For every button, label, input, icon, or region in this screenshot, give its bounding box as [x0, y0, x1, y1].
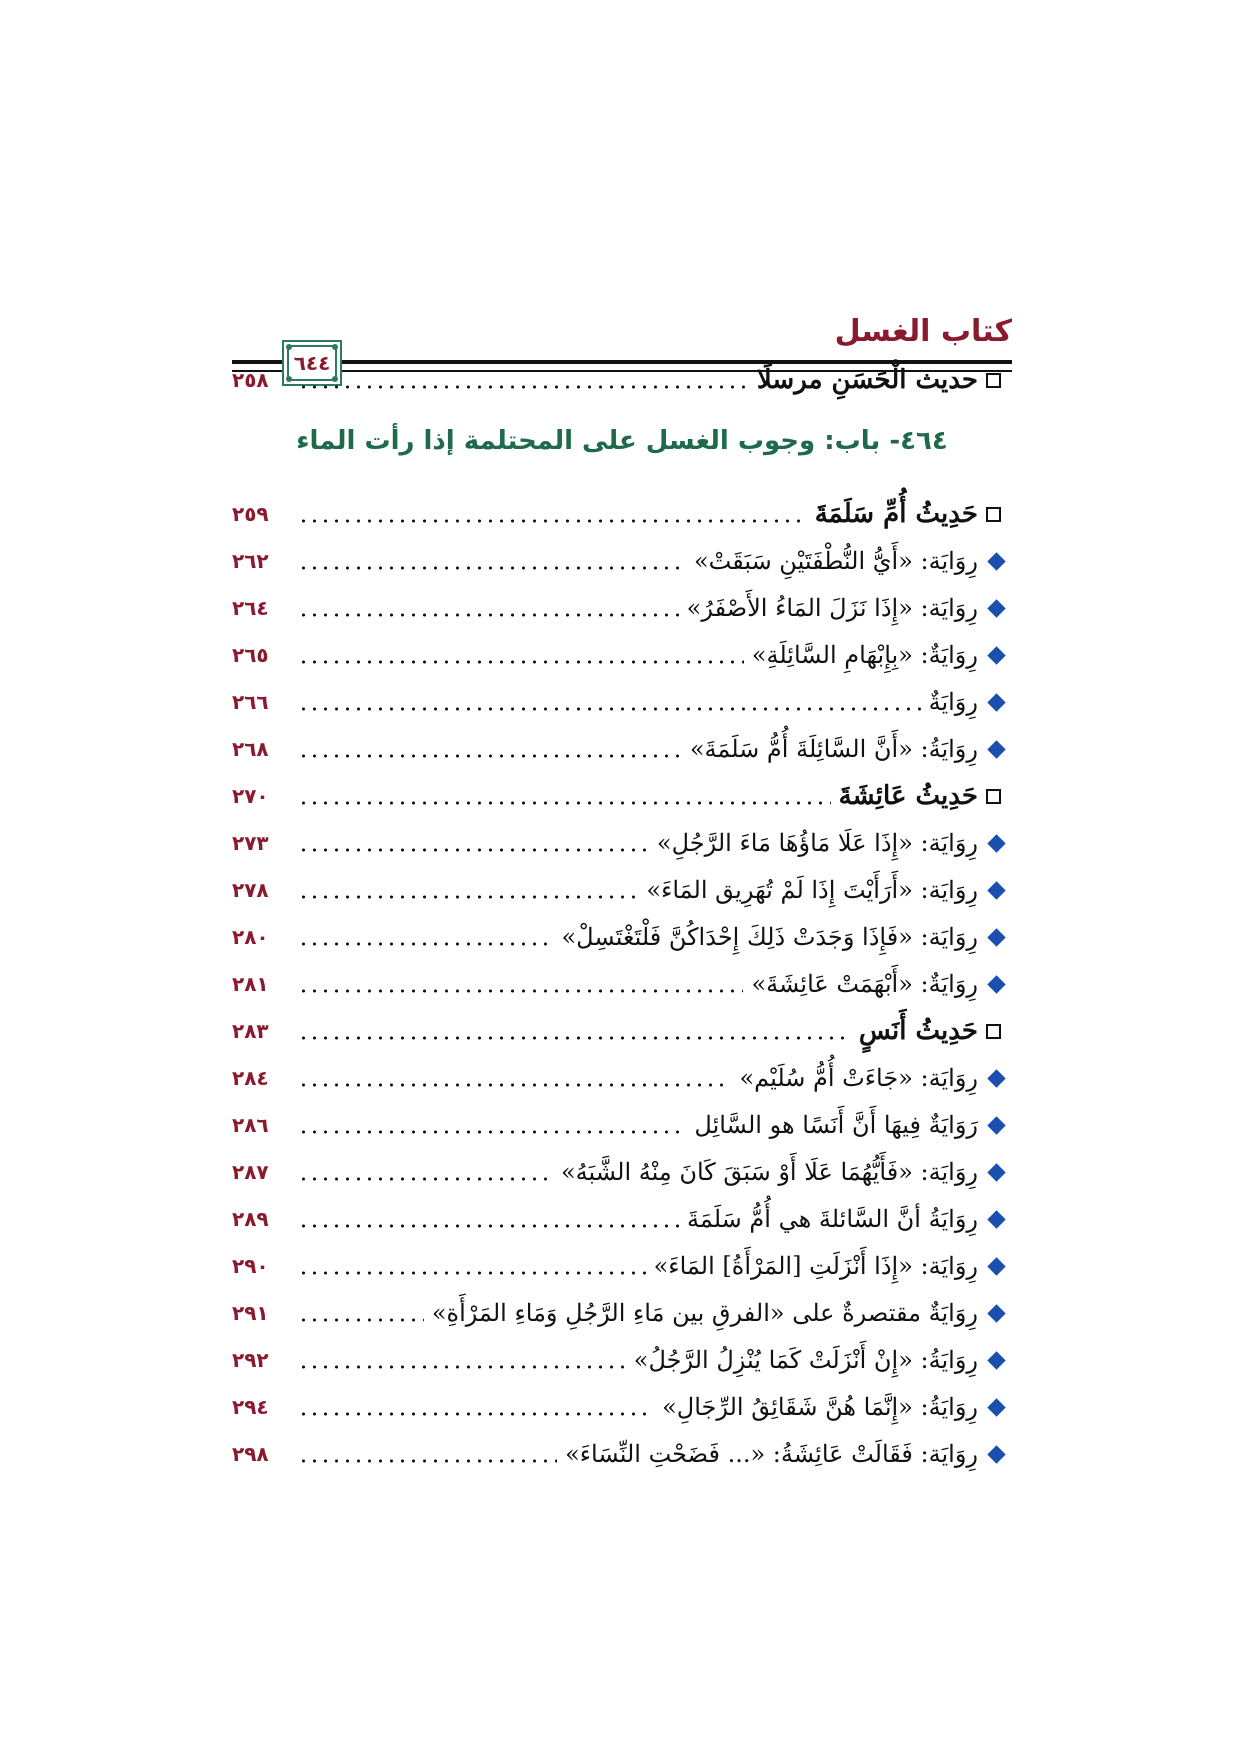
dot-leader — [298, 1083, 731, 1087]
toc-entry[interactable] — [232, 866, 1012, 914]
toc-entry[interactable] — [232, 725, 1012, 773]
diamond-bullet-icon — [987, 1445, 1005, 1463]
entry-page-number: ٢٦٥ — [232, 643, 269, 667]
diamond-bullet-icon — [987, 1304, 1005, 1322]
diamond-bullet-icon — [987, 646, 1005, 664]
diamond-bullet-icon — [987, 975, 1005, 993]
ornament-icon — [286, 344, 292, 350]
toc-entry[interactable] — [232, 1383, 1012, 1431]
entry-page-number: ٢٥٨ — [232, 368, 269, 392]
dot-leader — [298, 1459, 557, 1463]
toc-entry[interactable] — [232, 1336, 1012, 1384]
toc-entry[interactable] — [232, 1195, 1012, 1243]
page — [232, 310, 1012, 1610]
dot-leader — [298, 942, 553, 946]
diamond-bullet-icon — [987, 1163, 1005, 1181]
entry-page-number: ٢٩٤ — [232, 1395, 269, 1419]
entry-page-number: ٢٨١ — [232, 972, 269, 996]
diamond-bullet-icon — [987, 1351, 1005, 1369]
entry-page-number: ٢٥٩ — [232, 502, 269, 526]
entry-page-number: ٢٩١ — [232, 1301, 269, 1325]
diamond-bullet-icon — [987, 1210, 1005, 1228]
dot-leader — [298, 1130, 686, 1134]
entry-page-number: ٢٨٣ — [232, 1019, 269, 1043]
entry-label: رِوَايَة: «إِذَا عَلَا مَاؤُهَا مَاءَ الرَّجُلِ» — [656, 829, 978, 857]
square-bullet-icon — [986, 373, 1001, 388]
entry-label: رِوَايَةُ: «إِنْ أَنْزَلَتْ كَمَا يُنْزِلُ الرَّجُلُ» — [633, 1346, 978, 1374]
dot-leader — [298, 613, 679, 617]
diamond-bullet-icon — [987, 552, 1005, 570]
entry-label: رِوَايَة: «فَأَيُّهُمَا عَلَا أَوْ سَبَقَ كَانَ مِنْهُ الشَّبَهُ» — [560, 1158, 978, 1186]
entry-label: رِوَايَةُ أنَّ السَّائلةَ هي أُمُّ سَلَمَةَ — [686, 1205, 978, 1233]
dot-leader — [298, 1318, 424, 1322]
diamond-bullet-icon — [987, 693, 1005, 711]
diamond-bullet-icon — [987, 1116, 1005, 1134]
dot-leader — [298, 519, 807, 523]
entry-label: رَوَايَةٌ فِيهَا أَنَّ أَنَسًا هو السَّائِل — [694, 1111, 978, 1139]
entry-page-number: ٢٩٢ — [232, 1348, 269, 1372]
entry-label: رِوَايَةُ: «أَنَّ السَّائِلَةَ أُمُّ سَلَمَةَ» — [689, 735, 978, 763]
entry-label: رِوَايَة: فَقَالَتْ عَائِشَةُ: «... فَضَحْتِ النِّسَاءَ» — [565, 1440, 978, 1468]
entry-label: رِوَايَة: «إِذَا نَزَلَ المَاءُ الأَصْفَرُ» — [686, 594, 978, 622]
entry-label: حَدِيثُ عَائِشَةَ — [838, 781, 978, 811]
entry-label: حَدِيثُ أُمِّ سَلَمَةَ — [814, 499, 978, 529]
diamond-bullet-icon — [987, 1069, 1005, 1087]
dot-leader — [298, 1224, 679, 1228]
entry-label: رِوَايَة: «أَرَأَيْتَ إِذَا لَمْ تُهَرِيق المَاءَ» — [646, 876, 978, 904]
ornament-icon — [332, 344, 338, 350]
entry-page-number: ٢٦٤ — [232, 596, 269, 620]
chapter-title: ٤٦٤- باب: وجوب الغسل على المحتلمة إذا رأت الماء — [296, 426, 948, 456]
entry-page-number: ٢٦٦ — [232, 690, 269, 714]
page-number: ٦٤٤ — [293, 351, 331, 375]
entry-page-number: ٢٩٠ — [232, 1254, 269, 1278]
entry-label: رِوَايَة: «فَإِذَا وَجَدَتْ ذَلِكَ إِحْدَاكُنَّ فَلْتَغْتَسِلْ» — [561, 923, 978, 951]
toc-entry[interactable] — [232, 960, 1012, 1008]
toc-entry[interactable] — [232, 1148, 1012, 1196]
entry-label: رِوَايَةُ: «إِنَّمَا هُنَّ شَقَائِقُ الرِّجَالِ» — [662, 1393, 978, 1421]
dot-leader — [298, 848, 649, 852]
entry-page-number: ٢٧٠ — [232, 784, 269, 808]
dot-leader — [298, 1036, 851, 1040]
diamond-bullet-icon — [987, 599, 1005, 617]
diamond-bullet-icon — [987, 1398, 1005, 1416]
toc-entry[interactable] — [232, 1242, 1012, 1290]
toc-entry[interactable] — [232, 537, 1012, 585]
toc-entry[interactable] — [232, 913, 1012, 961]
diamond-bullet-icon — [987, 881, 1005, 899]
entry-page-number: ٢٨٠ — [232, 925, 269, 949]
dot-leader — [298, 1271, 646, 1275]
entry-page-number: ٢٨٧ — [232, 1160, 269, 1184]
square-bullet-icon — [986, 789, 1001, 804]
dot-leader — [298, 385, 749, 389]
entry-label: رِوَايَةٌ: «أَبْهَمَتْ عَائِشَةَ» — [751, 970, 978, 998]
entry-page-number: ٢٧٨ — [232, 878, 269, 902]
toc-entry[interactable] — [232, 772, 1012, 820]
entry-page-number: ٢٨٤ — [232, 1066, 269, 1090]
entry-page-number: ٢٦٢ — [232, 549, 269, 573]
entry-label: رِوَايَة: «أَيُّ النُّطْفَتَيْنِ سَبَقَتْ» — [693, 547, 978, 575]
entry-label: رِوَايَةٌ: «بِإِبْهَامِ السَّائِلَةِ» — [751, 641, 978, 669]
dot-leader — [298, 989, 743, 993]
dot-leader — [298, 1365, 626, 1369]
entry-label: حديث الْحَسَنِ مرسلًا — [756, 365, 978, 395]
toc-entry[interactable] — [232, 819, 1012, 867]
dot-leader — [298, 660, 744, 664]
dot-leader — [298, 1177, 553, 1181]
dot-leader — [298, 1412, 654, 1416]
toc-entry[interactable] — [232, 631, 1012, 679]
diamond-bullet-icon — [987, 928, 1005, 946]
entry-label: رِوَايَة: «جَاءَتْ أُمُّ سُلَيْم» — [739, 1064, 978, 1092]
running-title: كتاب الغسل — [834, 314, 1012, 349]
diamond-bullet-icon — [987, 834, 1005, 852]
toc-entry[interactable] — [232, 584, 1012, 632]
diamond-bullet-icon — [987, 740, 1005, 758]
entry-label: رِوَايَةٌ — [928, 688, 978, 716]
toc-entry[interactable] — [232, 1289, 1012, 1337]
toc-entry[interactable] — [232, 356, 1012, 404]
diamond-bullet-icon — [987, 1257, 1005, 1275]
toc-entry[interactable] — [232, 490, 1012, 538]
entry-label: رِوَايَةٌ مقتصرةٌ على «الفرقِ بين مَاءِ الرَّجُلِ وَمَاءِ المَرْأَةِ» — [431, 1299, 978, 1327]
dot-leader — [298, 754, 682, 758]
toc-entry[interactable] — [232, 1007, 1012, 1055]
dot-leader — [298, 707, 921, 711]
toc-entry[interactable] — [232, 1101, 1012, 1149]
entry-label: حَدِيثُ أَنَسٍ — [858, 1016, 978, 1046]
toc-entry[interactable] — [232, 1054, 1012, 1102]
toc-entry[interactable] — [232, 678, 1012, 726]
entry-label: رِوَايَة: «إِذَا أَنْزَلَتِ [المَرْأَةُ] المَاءَ» — [653, 1252, 978, 1280]
entry-page-number: ٢٨٦ — [232, 1113, 269, 1137]
square-bullet-icon — [986, 1024, 1001, 1039]
dot-leader — [298, 895, 638, 899]
dot-leader — [298, 801, 831, 805]
dot-leader — [298, 566, 686, 570]
entry-page-number: ٢٩٨ — [232, 1442, 269, 1466]
entry-page-number: ٢٧٣ — [232, 831, 269, 855]
toc-entry[interactable] — [232, 1430, 1012, 1478]
entry-page-number: ٢٨٩ — [232, 1207, 269, 1231]
entry-page-number: ٢٦٨ — [232, 737, 269, 761]
square-bullet-icon — [986, 507, 1001, 522]
